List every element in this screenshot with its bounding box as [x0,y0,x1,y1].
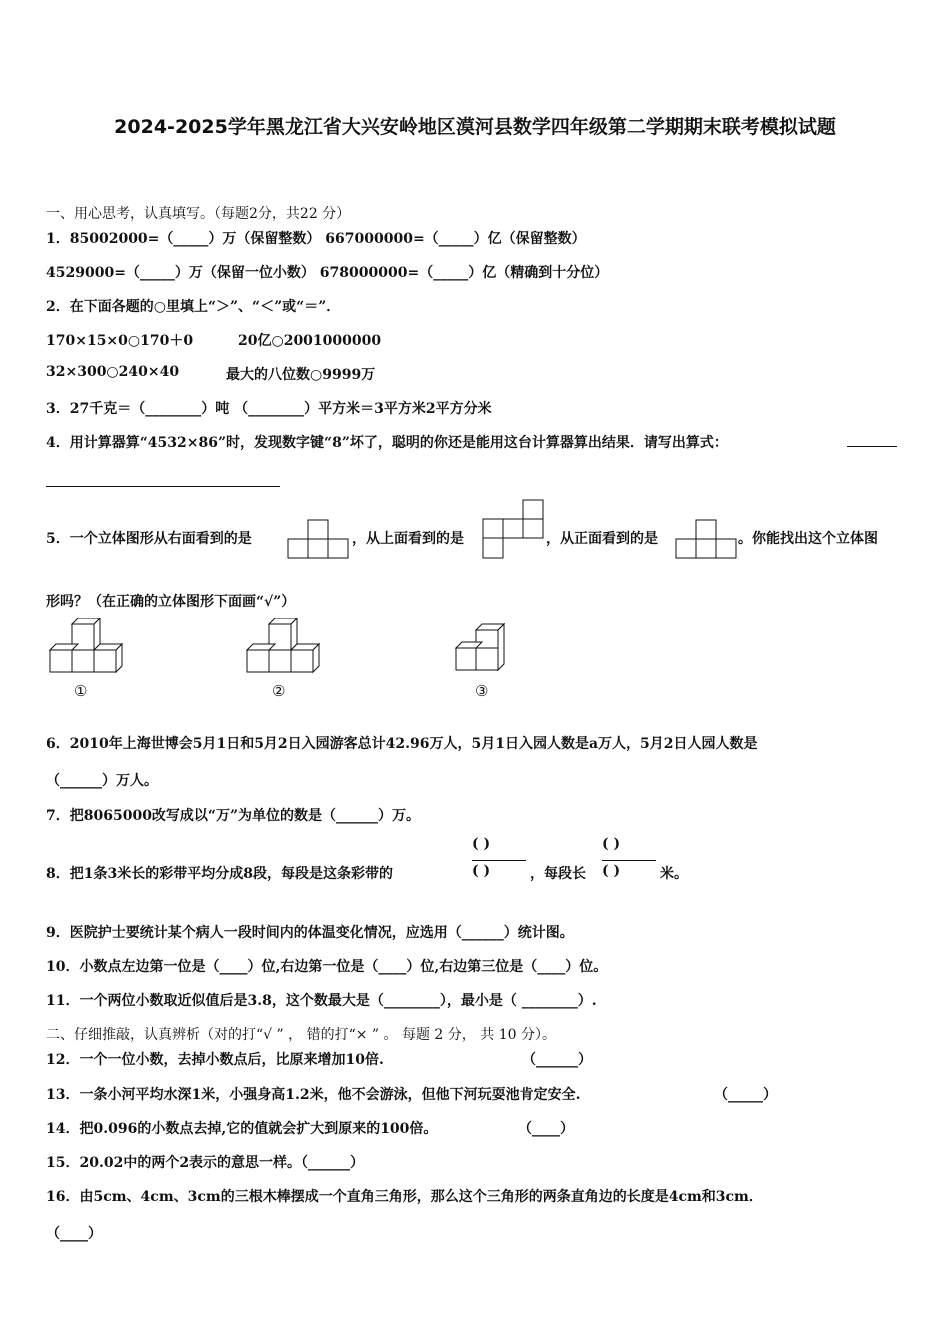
question-9: 9．医院护士要统计某个病人一段时间内的体温变化情况，应选用（______）统计图。 [46,925,574,941]
option-label-3[interactable]: ③ [475,682,489,700]
question-8b: ，每段长 [530,866,586,882]
section-2-heading: 二、仔细推敲，认真辨析（对的打“√ ” ， 错的打“× ” 。 每题 2 分， 共 10 分）。 [46,1027,556,1043]
answer-line-4a[interactable] [847,446,897,447]
cube-figure-2 [241,618,325,676]
question-8a: 8．把1条3米长的彩带平均分成8段，每段是这条彩带的 [46,866,393,882]
question-5c: ，从正面看到的是 [546,531,658,547]
question-11: 11．一个两位小数取近似值后是3.8，这个数最大是（________），最小是（ ________）. [46,993,597,1009]
question-6a: 6．2010年上海世博会5月1日和5月2日入园游客总计42.96万人，5月1日入园人数是a万人，5月2日人园人数是 [46,736,758,752]
right-view-figure [287,519,349,559]
answer-line-4b[interactable] [46,486,280,487]
cube-figure-1 [44,618,124,676]
question-1b: 4529000=（_____）万（保留一位小数） 678000000=（_____）亿（精确到十分位） [46,265,609,281]
question-6b: （______）万人。 [46,773,158,789]
question-13: 13．一条小河平均水深1米，小强身高1.2米，他不会游泳，但他下河玩耍池肯定安全. [46,1087,581,1103]
question-10: 10．小数点左边第一位是（____）位,右边第一位是（____）位,右边第三位是（____）位。 [46,959,608,975]
question-5a: 5．一个立体图形从右面看到的是 [46,531,252,547]
question-12-answer[interactable]: （______） [522,1052,592,1068]
question-1a: 1．85002000=（_____）万（保留整数） 667000000=（_____）亿（保留整数） [46,231,586,247]
fraction-1-numerator[interactable]: ( ) [472,836,491,852]
question-5d: 。你能找出这个立体图 [738,531,878,547]
top-view-figure [482,499,544,559]
question-3: 3．27千克＝（________）吨 （________）平方米＝3平方米2平方分米 [46,401,492,417]
question-12: 12．一个一位小数，去掉小数点后，比原来增加10倍. [46,1052,384,1068]
fraction-1-bar [472,860,526,861]
section-1-heading: 一、用心思考，认真填写。（每题2分，共22 分） [46,206,351,222]
question-4: 4．用计算器算“4532×86”时，发现数字键“8”坏了，聪明的你还是能用这台计算器算出结果．请写出算式： [46,435,728,451]
question-7: 7．把8065000改写成以“万”为单位的数是（______）万。 [46,808,421,824]
question-2-item-4: 最大的八位数○9999万 [226,367,376,383]
question-2-item-1: 170×15×0○170＋0 [46,333,194,349]
question-15: 15．20.02中的两个2表示的意思一样。（______） [46,1155,365,1171]
front-view-figure [675,519,737,559]
cube-figure-3 [454,622,514,672]
question-13-answer[interactable]: （_____） [714,1087,777,1103]
option-label-2[interactable]: ② [272,682,286,700]
fraction-2-denominator[interactable]: ( ) [602,863,621,879]
question-2-item-2: 20亿○2001000000 [238,333,382,349]
question-2: 2．在下面各题的○里填上“＞”、“＜”或“＝”． [46,299,341,315]
page-title: 2024-2025学年黑龙江省大兴安岭地区漠河县数学四年级第二学期期末联考模拟试题 [114,116,836,138]
option-label-1[interactable]: ① [74,682,88,700]
question-5b: ，从上面看到的是 [352,531,464,547]
question-14: 14．把0.096的小数点去掉,它的值就会扩大到原来的100倍。 [46,1121,438,1137]
question-14-answer[interactable]: （____） [518,1121,574,1137]
fraction-2-bar [602,860,656,861]
fraction-1-denominator[interactable]: ( ) [472,863,491,879]
question-8c: 米。 [660,866,688,882]
question-2-item-3: 32×300○240×40 [46,364,180,380]
question-5e: 形吗？（在正确的立体图形下面画“√”） [46,594,296,610]
question-16-answer[interactable]: （____） [46,1226,102,1242]
fraction-2-numerator[interactable]: ( ) [602,836,621,852]
question-16a: 16．由5cm、4cm、3cm的三根木棒摆成一个直角三角形，那么这个三角形的两条直角边的长度是4cm和3cm． [46,1189,763,1205]
